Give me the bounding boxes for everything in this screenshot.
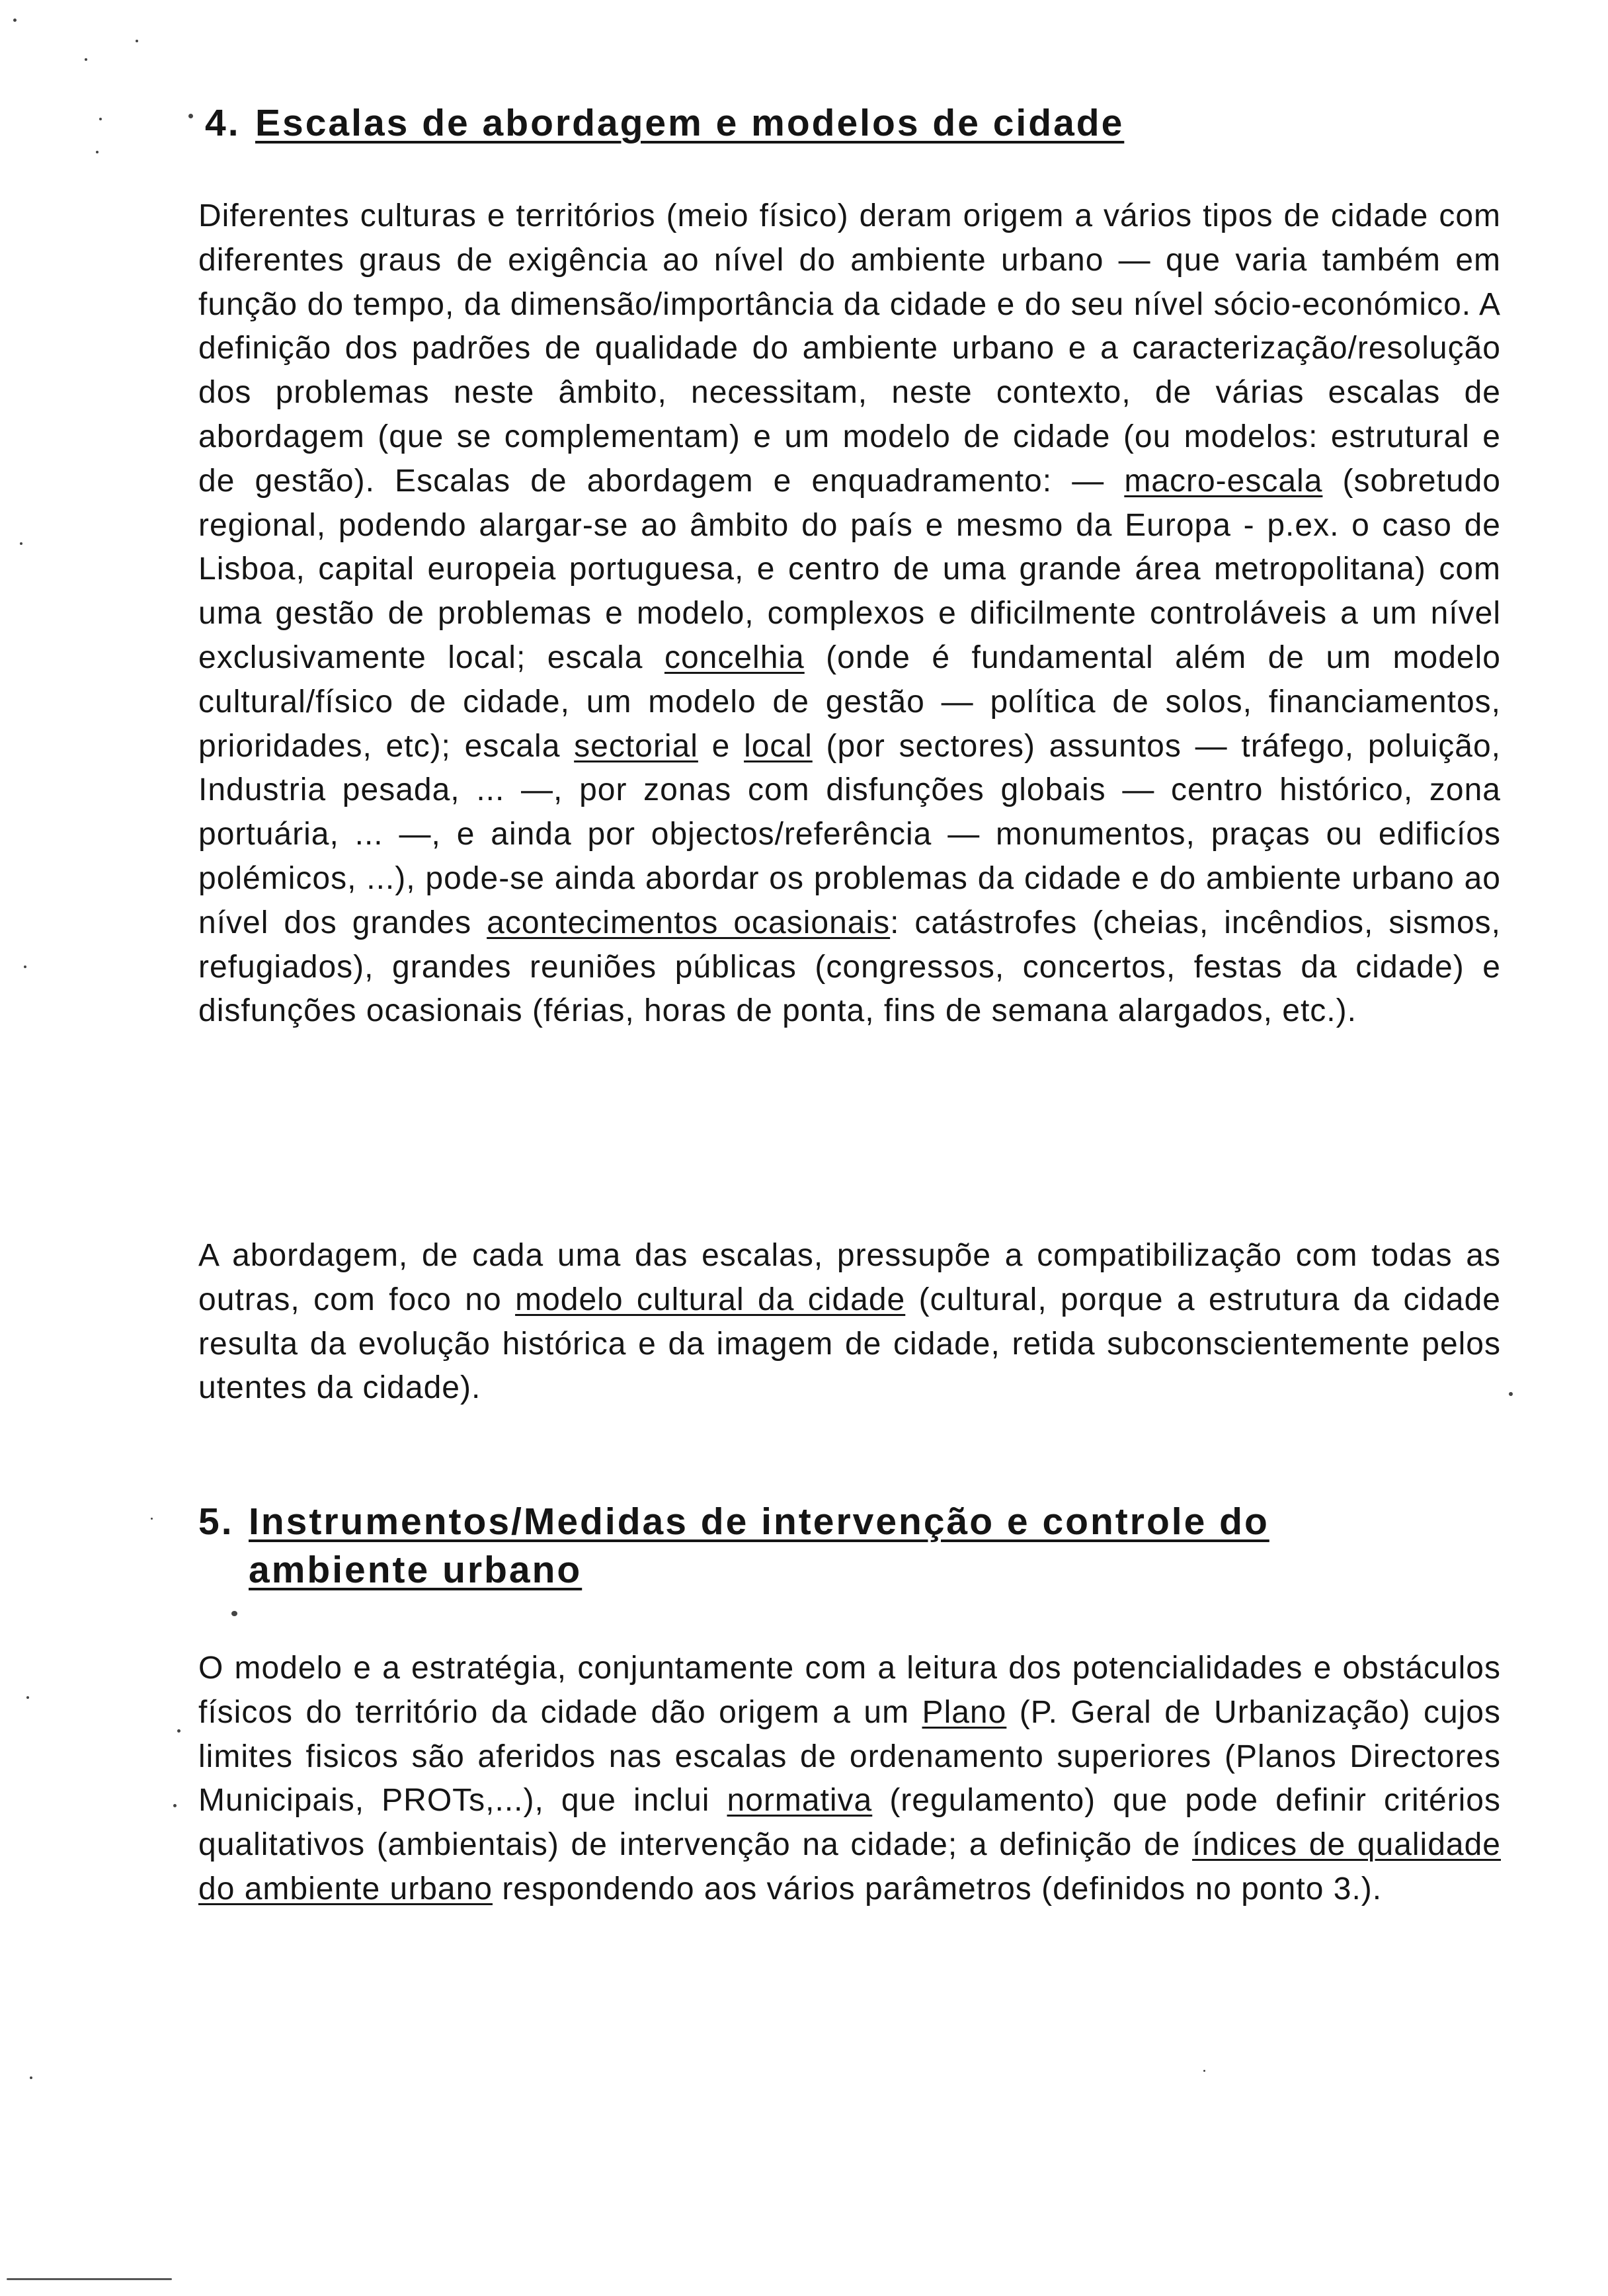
- scan-speck: [173, 1804, 177, 1807]
- section-5-title-line-1: Instrumentos/Medidas de intervenção e controle do: [249, 1500, 1269, 1543]
- section-4-paragraph-2: [198, 1234, 1501, 1411]
- scan-speck: [99, 118, 102, 120]
- text-run: (sobretudo regional, podendo alargar-se ao âmbito do país e mesmo da Europa - p.ex. o caso de Lisboa, capital europeia portuguesa, e centro de uma grande área metropolitana) com uma gestão de problemas e modelo, complexos e dificilmente controláveis a um nível exclusivamente local; escala: [198, 463, 1501, 675]
- underlined-term-acontecimentos-ocasionais: acontecimentos ocasionais: [487, 905, 891, 940]
- underlined-term-local: local: [744, 728, 813, 764]
- scan-speck: [188, 114, 193, 118]
- underlined-term-indices-qualidade: índices de qualidade do ambiente urbano: [198, 1827, 1502, 1906]
- text-run: (onde é fundamental além de um modelo cultural/físico de cidade, um modelo de gestão — política de solos, financiamentos, prioridades, etc); escala: [198, 639, 1501, 764]
- scan-speck: [30, 2076, 32, 2079]
- text-run: (por sectores) assuntos — tráfego, poluição, Industria pesada, ... —, por zonas com disfunções globais — centro histórico, zona portuária, ... —, e ainda por objectos/referência — monumentos, praças ou edificíos polémicos, ...), pode-se ainda abordar os problemas da cidade e do ambiente urbano ao nível dos grandes: [198, 728, 1502, 940]
- section-4-heading: [205, 99, 1124, 147]
- underlined-term-sectorial: sectorial: [574, 728, 698, 764]
- underlined-term-normativa: normativa: [727, 1783, 873, 1819]
- section-4-paragraph-1: [198, 194, 1501, 1034]
- section-5-title-line-2: ambiente urbano: [249, 1549, 583, 1591]
- section-5-number: 5.: [198, 1500, 234, 1543]
- section-5-heading-continued: [249, 1546, 582, 1594]
- text-run: e: [698, 728, 744, 764]
- underlined-term-macro-escala: macro-escala: [1124, 463, 1323, 499]
- scan-speck: [1203, 2070, 1205, 2072]
- text-run: (cultural, porque a estrutura da cidade resulta da evolução histórica e da imagem de cidade, retida subconscientemente pelos utentes da cidade).: [198, 1282, 1501, 1406]
- scan-speck: [26, 1696, 29, 1699]
- text-run: Diferentes culturas e territórios (meio físico) deram origem a vários tipos de cidade com diferentes graus de exigência ao nível do ambiente urbano — que varia também em função do tempo, da dimensão/importância da cidade e do seu nível sócio-económico. A definição dos padrões de qualidade do ambiente urbano e a caracterização/resolução dos problemas neste âmbito, necessitam, neste contexto, de várias escalas de abordagem (que se complementam) e um modelo de cidade (ou modelos: estrutural e de gestão). Escalas de abordagem e enquadramento: —: [198, 198, 1501, 499]
- text-run: : catástrofes (cheias, incêndios, sismos, refugiados), grandes reuniões públicas (congressos, concertos, festas da cidade) e disfunções ocasionais (férias, horas de ponta, fins de semana alargados, etc.).: [198, 905, 1502, 1029]
- scan-speck: [13, 19, 17, 22]
- text-run: respondendo aos vários parâmetros (definidos no ponto 3.).: [492, 1871, 1383, 1906]
- text-run: A abordagem, de cada uma das escalas, pressupõe a compatibilização com todas as outras, com foco no: [198, 1238, 1501, 1317]
- scan-speck: [1509, 1392, 1513, 1396]
- scan-speck: [231, 1611, 237, 1616]
- section-4-title: Escalas de abordagem e modelos de cidade: [255, 102, 1125, 144]
- scan-speck: [177, 1729, 181, 1733]
- underlined-term-modelo-cultural: modelo cultural da cidade: [515, 1282, 906, 1317]
- scan-speck: [20, 542, 22, 545]
- text-run: (regulamento) que pode definir critérios qualitativos (ambientais) de intervenção na cidade; a definição de: [198, 1783, 1501, 1863]
- scan-speck: [136, 40, 138, 42]
- section-5-heading: [198, 1498, 1269, 1545]
- scan-speck: [24, 965, 26, 968]
- scan-speck: [151, 1518, 153, 1520]
- scan-speck: [85, 58, 87, 61]
- scan-speck: [7, 2278, 172, 2280]
- scan-speck: [96, 151, 99, 153]
- underlined-term-plano: Plano: [922, 1694, 1007, 1730]
- text-run: O modelo e a estratégia, conjuntamente com a leitura dos potencialidades e obstáculos físicos do território da cidade dão origem a um: [198, 1651, 1501, 1730]
- text-run: (P. Geral de Urbanização) cujos limites fisicos são aferidos nas escalas de ordenamento superiores (Planos Directores Municipais, PROTs,...), que inclui: [198, 1694, 1502, 1819]
- section-4-number: 4.: [205, 102, 241, 144]
- section-5-paragraph-1: [198, 1647, 1501, 1912]
- underlined-term-concelhia: concelhia: [664, 639, 805, 675]
